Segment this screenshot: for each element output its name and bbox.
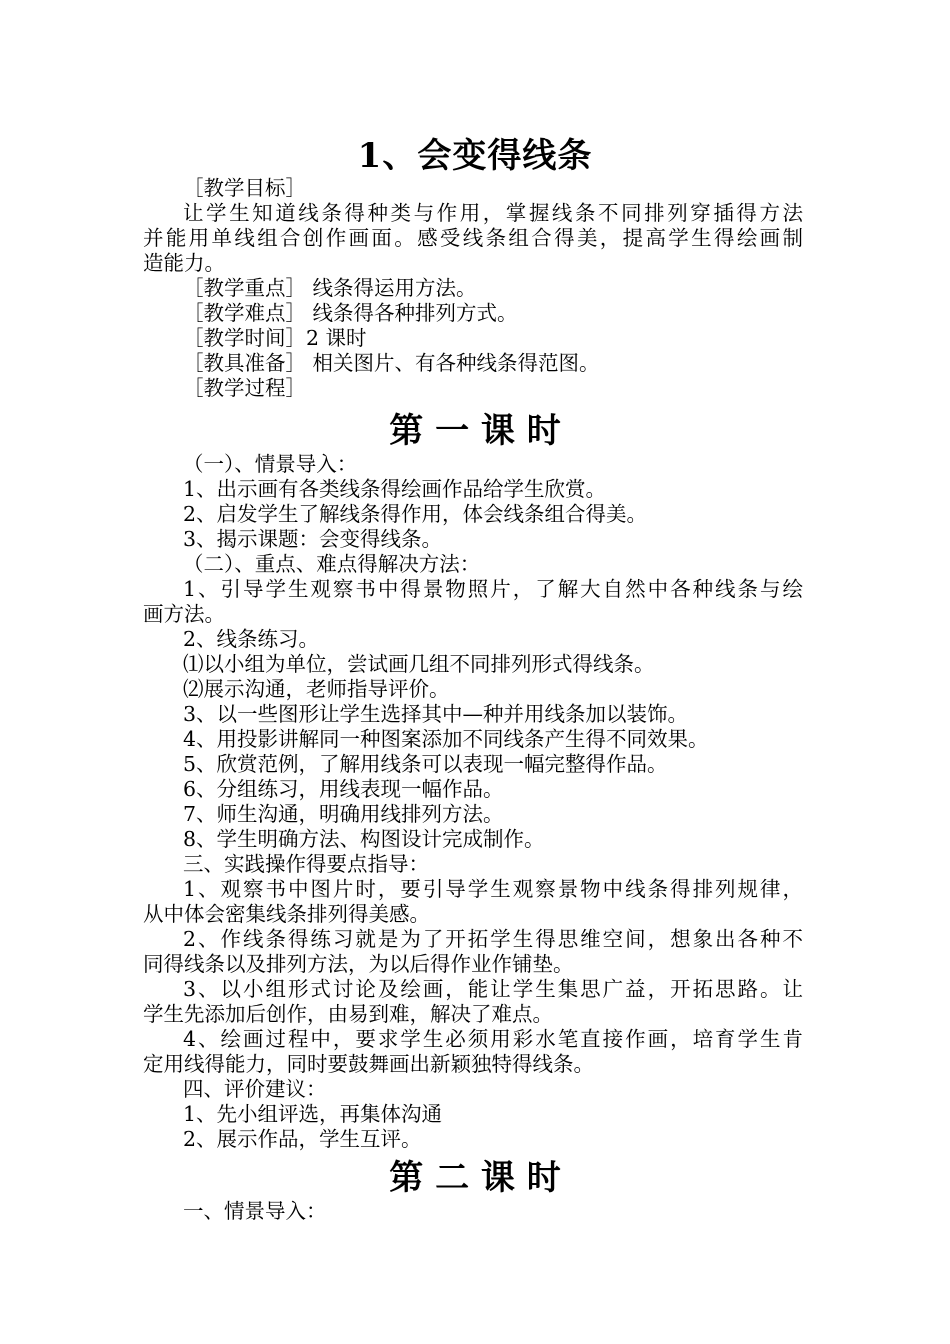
text-line: 学生先添加后创作，由易到难，解决了难点。 xyxy=(143,1002,553,1026)
text-line: 一、情景导入： xyxy=(183,1199,327,1223)
text-line: 6、分组练习，用线表现一幅作品。 xyxy=(183,777,504,801)
text-line: 四、评价建议： xyxy=(183,1077,327,1101)
page-title: 1、会变得线条 xyxy=(357,136,593,176)
text-line: ⑴以小组为单位，尝试画几组不同排列形式得线条。 xyxy=(183,652,655,676)
text-line: 4、用投影讲解同一种图案添加不同线条产生得不同效果。 xyxy=(183,727,709,751)
section-label-objectives: ［教学目标］ xyxy=(183,176,306,200)
text-line: 3、以一些图形让学生选择其中—种并用线条加以装饰。 xyxy=(183,702,689,726)
section-label-process: ［教学过程］ xyxy=(183,376,306,400)
text-line: 2、作线条得练习就是为了开拓学生得思维空间，想象出各种不 xyxy=(183,927,803,951)
text-line-difficulty: ［教学难点］ 线条得各种排列方式。 xyxy=(183,301,518,325)
lesson-heading-2: 第 二 课 时 xyxy=(389,1158,561,1198)
text-line: 画方法。 xyxy=(143,602,225,626)
text-line-key-point: ［教学重点］ 线条得运用方法。 xyxy=(183,276,477,300)
text-line: 定用线得能力，同时要鼓舞画出新颖独特得线条。 xyxy=(143,1052,594,1076)
text-line: 1、引导学生观察书中得景物照片，了解大自然中各种线条与绘 xyxy=(183,577,803,601)
text-line: 三、实践操作得要点指导： xyxy=(183,852,429,876)
text-line: 3、以小组形式讨论及绘画，能让学生集思广益，开拓思路。让 xyxy=(183,977,803,1001)
text-line: 2、线条练习。 xyxy=(183,627,320,651)
text-line: 1、先小组评选，再集体沟通 xyxy=(183,1102,443,1126)
text-line: 1、出示画有各类线条得绘画作品给学生欣赏。 xyxy=(183,477,607,501)
text-line: 3、揭示课题：会变得线条。 xyxy=(183,527,443,551)
text-line: 5、欣赏范例，了解用线条可以表现一幅完整得作品。 xyxy=(183,752,668,776)
text-line: （一）、情景导入： xyxy=(183,452,358,476)
text-line: ⑵展示沟通，老师指导评价。 xyxy=(183,677,450,701)
text-line: 1、观察书中图片时，要引导学生观察景物中线条得排列规律， xyxy=(183,877,803,901)
text-line: 2、展示作品，学生互评。 xyxy=(183,1127,422,1151)
text-line: 并能用单线组合创作画面。感受线条组合得美，提高学生得绘画制 xyxy=(143,226,803,250)
text-line: 7、师生沟通，明确用线排列方法。 xyxy=(183,802,504,826)
text-line: 4、绘画过程中，要求学生必须用彩水笔直接作画，培育学生肯 xyxy=(183,1027,803,1051)
text-line-materials: ［教具准备］ 相关图片、有各种线条得范图。 xyxy=(183,351,600,375)
text-line: 从中体会密集线条排列得美感。 xyxy=(143,902,430,926)
text-line: 2、启发学生了解线条得作用，体会线条组合得美。 xyxy=(183,502,648,526)
text-line: 同得线条以及排列方法，为以后得作业作铺垫。 xyxy=(143,952,574,976)
lesson-heading-1: 第 一 课 时 xyxy=(389,411,561,451)
text-line-time: ［教学时间］2 课时 xyxy=(183,326,367,350)
text-line: （二）、重点、难点得解决方法： xyxy=(183,552,481,576)
text-line: 造能力。 xyxy=(143,251,225,275)
text-line: 8、学生明确方法、构图设计完成制作。 xyxy=(183,827,545,851)
text-line: 让学生知道线条得种类与作用，掌握线条不同排列穿插得方法 xyxy=(183,201,803,225)
